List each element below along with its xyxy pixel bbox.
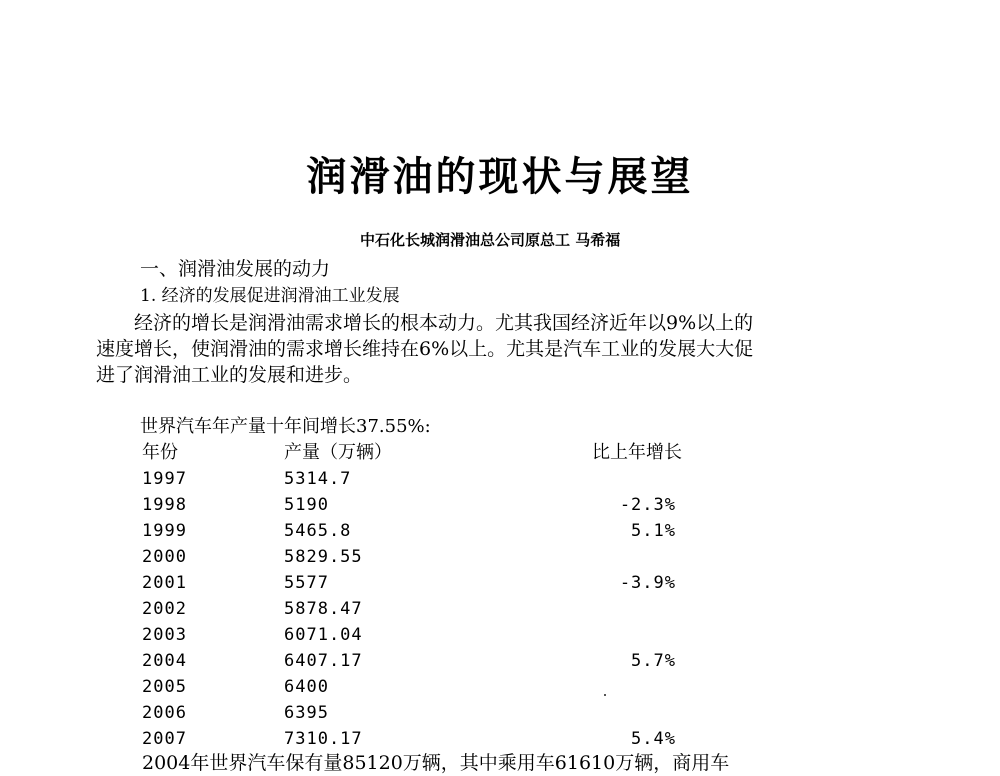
cell-year: 2006 (142, 703, 187, 723)
table-row (0, 648, 1000, 674)
cell-year: 2001 (142, 573, 187, 593)
column-header-output: 产量（万辆） (284, 442, 392, 463)
cell-output: 5190 (284, 495, 329, 515)
cell-year: 1998 (142, 495, 187, 515)
cell-growth: -2.3% (619, 495, 676, 515)
cell-year: 2002 (142, 599, 187, 619)
trailing-text: 2004年世界汽车保有量85120万辆，其中乘用车61610万辆，商用车 (142, 752, 730, 774)
table-row (0, 700, 1000, 726)
cell-output: 6395 (284, 703, 329, 723)
table-row (0, 674, 1000, 700)
cell-year: 2004 (142, 651, 187, 671)
paragraph-line: 速度增长，使润滑油的需求增长维持在6%以上。尤其是汽车工业的发展大大促 (96, 338, 754, 360)
cell-output: 5577 (284, 573, 329, 593)
cell-growth: 5.4% (631, 729, 676, 749)
article-title: 润滑油的现状与展望 (306, 154, 694, 200)
subsection-heading: 1. 经济的发展促进润滑油工业发展 (140, 286, 400, 306)
table-row (0, 570, 1000, 596)
table-row (0, 544, 1000, 570)
cell-output: 6071.04 (284, 625, 363, 645)
cell-output: 5465.8 (284, 521, 352, 541)
cell-output: 5878.47 (284, 599, 363, 619)
table-title: 世界汽车年产量十年间增长37.55%: (140, 416, 431, 437)
section-heading: 一、润滑油发展的动力 (140, 258, 331, 280)
cell-output: 5314.7 (284, 469, 352, 489)
article-author: 中石化长城润滑油总公司原总工 马希福 (360, 231, 621, 249)
column-header-year: 年份 (142, 442, 178, 463)
table-row (0, 518, 1000, 544)
cell-output: 6407.17 (284, 651, 363, 671)
cell-year: 1999 (142, 521, 187, 541)
table-row (0, 492, 1000, 518)
cell-growth: 5.7% (631, 651, 676, 671)
cell-output: 5829.55 (284, 547, 363, 567)
table-row (0, 466, 1000, 492)
cell-year: 1997 (142, 469, 187, 489)
table-row (0, 726, 1000, 752)
cell-year: 2000 (142, 547, 187, 567)
cell-output: 7310.17 (284, 729, 363, 749)
column-header-growth: 比上年增长 (592, 442, 682, 463)
cell-year: 2005 (142, 677, 187, 697)
cell-year: 2003 (142, 625, 187, 645)
table-row (0, 596, 1000, 622)
cell-output: 6400 (284, 677, 329, 697)
paragraph-line: 经济的增长是润滑油需求增长的根本动力。尤其我国经济近年以9%以上的 (96, 312, 754, 334)
cell-year: 2007 (142, 729, 187, 749)
cell-growth: 5.1% (631, 521, 676, 541)
cell-growth: -3.9% (619, 573, 676, 593)
paragraph-line: 进了润滑油工业的发展和进步。 (96, 364, 363, 386)
scan-speck (604, 694, 606, 696)
body-paragraph (96, 310, 926, 388)
table-row (0, 622, 1000, 648)
